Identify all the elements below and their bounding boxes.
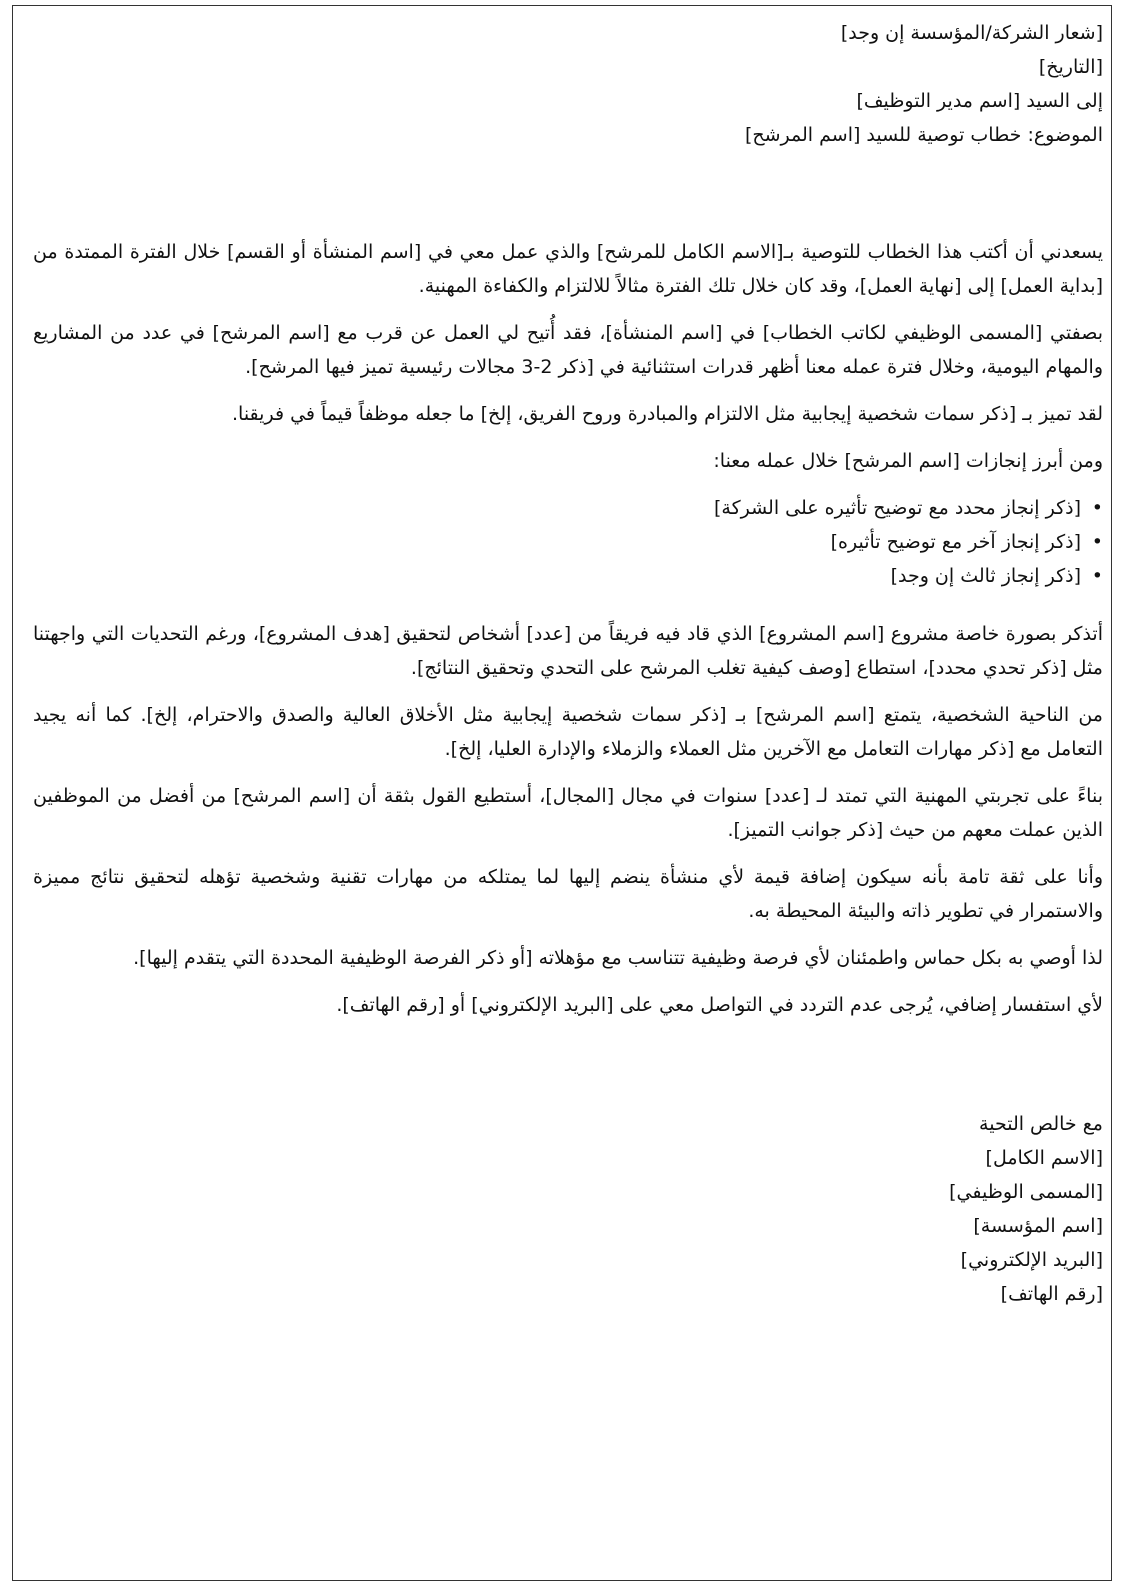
recipient-line: إلى السيد [اسم مدير التوظيف] — [856, 90, 1103, 112]
letter-page — [12, 5, 1112, 1581]
recommendation-paragraph: لذا أوصي به بكل حماس واطمئنان لأي فرصة وظيفية تتناسب مع مؤهلاته [أو ذكر الفرصة الوظيفية المحددة التي يتقدم إليها]. — [133, 947, 1103, 969]
achievements-list — [33, 491, 1103, 593]
personal-paragraph: من الناحية الشخصية، يتمتع [اسم المرشح] بـ [ذكر سمات شخصية إيجابية مثل الأخلاق العالية والصدق والاحترام، إلخ]. كما أنه يجيد التعامل مع [ذكر مهارات التعامل مع الآخرين مثل العملاء والزملاء والإدارة العليا، إلخ]. — [33, 704, 1103, 760]
signer-phone: [رقم الهاتف] — [1000, 1283, 1103, 1305]
list-item: • [ذكر إنجاز ثالث إن وجد] — [33, 559, 1081, 593]
project-paragraph: أتذكر بصورة خاصة مشروع [اسم المشروع] الذي قاد فيه فريقاً من [عدد] أشخاص لتحقيق [هدف المشروع]، ورغم التحديات التي واجهتنا مثل [ذكر تحدي محدد]، استطاع [وصف كيفية تغلب المرشح على التحدي وتحقيق النتائج]. — [33, 623, 1103, 679]
header-spacer — [33, 152, 1103, 235]
achievements-intro: ومن أبرز إنجازات [اسم المرشح] خلال عمله معنا: — [713, 450, 1103, 472]
signer-organization: [اسم المؤسسة] — [973, 1215, 1103, 1237]
role-paragraph: بصفتي [المسمى الوظيفي لكاتب الخطاب] في [اسم المنشأة]، فقد أُتيح لي العمل عن قرب مع [اسم المرشح] في عدد من المشاريع والمهام اليومية، وخلال فترة عمله معنا أظهر قدرات استثنائية في [ذكر 2-3 مجالات رئيسية تميز فيها المرشح]. — [33, 322, 1103, 378]
experience-paragraph: بناءً على تجربتي المهنية التي تمتد لـ [عدد] سنوات في مجال [المجال]، أستطيع القول بثقة أن [اسم المرشح] من أفضل من الموظفين الذين عملت معهم من حيث [ذكر جوانب التميز]. — [33, 785, 1103, 841]
signer-job-title: [المسمى الوظيفي] — [949, 1181, 1103, 1203]
subject-line: الموضوع: خطاب توصية للسيد [اسم المرشح] — [744, 124, 1103, 146]
confidence-paragraph: وأنا على ثقة تامة بأنه سيكون إضافة قيمة لأي منشأة ينضم إليها لما يمتلكه من مهارات تقنية وشخصية تؤهله لتحقيق نتائج مميزة والاستمرار في تطوير ذاته والبيئة المحيطة به. — [33, 866, 1103, 922]
signer-name: [الاسم الكامل] — [985, 1147, 1103, 1169]
list-item: • [ذكر إنجاز محدد مع توضيح تأثيره على الشركة] — [33, 491, 1081, 525]
contact-paragraph: لأي استفسار إضافي، يُرجى عدم التردد في التواصل معي على [البريد الإلكتروني] أو [رقم الهاتف]. — [336, 994, 1103, 1016]
company-logo-placeholder: [شعار الشركة/المؤسسة إن وجد] — [840, 22, 1103, 44]
closing-salutation: مع خالص التحية — [979, 1113, 1103, 1135]
traits-paragraph: لقد تميز بـ [ذكر سمات شخصية إيجابية مثل الالتزام والمبادرة وروح الفريق، إلخ] ما جعله موظفاً قيماً في فريقنا. — [232, 403, 1103, 425]
date-line: [التاريخ] — [1038, 56, 1103, 78]
closing-spacer — [33, 1035, 1103, 1107]
signer-email: [البريد الإلكتروني] — [960, 1249, 1103, 1271]
list-item: • [ذكر إنجاز آخر مع توضيح تأثيره] — [33, 525, 1081, 559]
intro-paragraph: يسعدني أن أكتب هذا الخطاب للتوصية بـ[الاسم الكامل للمرشح] والذي عمل معي في [اسم المنشأة أو القسم] خلال الفترة الممتدة من [بداية العمل] إلى [نهاية العمل]، وقد كان خلال تلك الفترة مثالاً للالتزام والكفاءة المهنية. — [33, 241, 1103, 297]
